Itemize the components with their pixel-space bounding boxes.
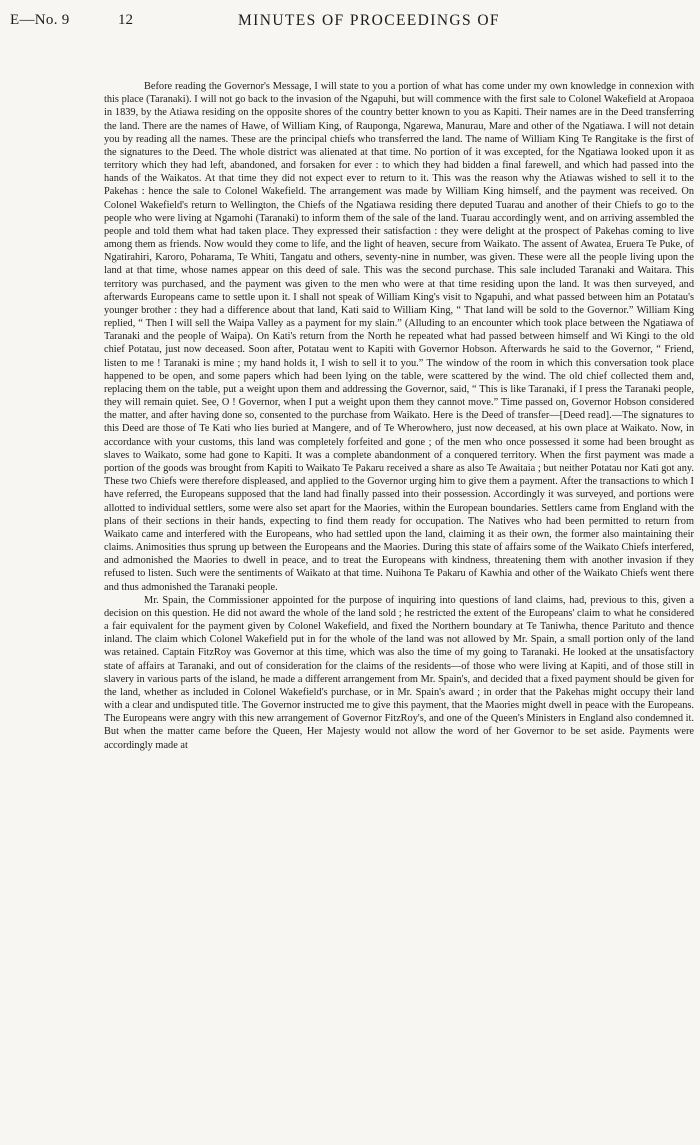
page-number: 12 (118, 12, 133, 28)
paragraph: Mr. Spain, the Commissioner appointed for the purpose of inquiring into questions of land claims, had, previous to this, given a decision on this question. He did not award the whole of the land sold ; he restricted the extent of the Europeans' claim to what he considered a fair equivalent for the payment given by Colonel Wakefield, and fixed the Northern boundary at Te Taniwha, thence Parituto and thence inland. The claim which Colonel Wakefield put in for the whole of the land was not allowed by Mr. Spain, a small portion only of the land was retained. Captain FitzRoy was Governor at this time, which was also the time of my going to Taranaki. He looked at the unsatisfactory state of affairs at Taranaki, and out of consideration for the claims of the residents—of those who were living at Kapiti, and of those still in slavery in various parts of the island, he made a different arrangement from Mr. Spain's, and decided that a fixed payment should be given for the land, whether as included in Colonel Wakefield's purchase, or in Mr. Spain's award ; in order that the Pakehas might occupy their land with a clear and undisputed title. The Governor instructed me to give this payment, that the Maories might dwell in peace with the Europeans. The Europeans were angry with this new arrangement of Governor FitzRoy's, and one of the Queen's Ministers in England also condemned it. But when the matter came before the Queen, Her Majesty would not allow the word of her Governor to be set aside. Payments were accordingly made at (104, 594, 694, 751)
document-reference: E—No. 9 (10, 12, 70, 28)
running-title: MINUTES OF PROCEEDINGS OF (238, 12, 500, 29)
body-text (104, 80, 694, 752)
paragraph: Before reading the Governor's Message, I will state to you a portion of what has come under my own knowledge in connexion with this place (Taranaki). I will not go back to the invasion of the Ngapuhi, but will commence with the first sale to Colonel Wakefield at Aropaoa in 1839, by the Atiawa residing on the opposite shores of the country better known to you as Kapiti. Their names are in the Deed transferring the land. There are the names of Hawe, of William King, of Rauponga, Ngarewa, Manurau, Mare and other of the Ngatiawa. I will not detain you by reading all the names. These are the principal chiefs who transferred the land. The name of William King Te Rangitake is the first of the signatures to the Deed. The whole district was alienated at that time. No portion of it was excepted, for the Ngatiawa looked upon it as territory which they had left, abandoned, and forsaken for ever : to which they had bidden a final farewell, and which had passed into the hands of the Waikatos. At that time they did not expect ever to return to it. This was the reason why the Atiawas wished to sell it to the Pakehas : hence the sale to Colonel Wakefield. The arrangement was made by William King himself, and the payment was received. On Colonel Wakefield's return to Wellington, the Chiefs of the Ngatiawa residing there deputed Tuarau and another of their Chiefs to go to the people who were living at Ngamohi (Taranaki) to inform them of the sale of the land. Tuarau accordingly went, and on arriving assembled the people and told them what had taken place. They expressed their satisfaction : they were delight at the prospect of Pakehas coming to live among them as friends. Now would they come to life, and the light of heaven, secure from Waikato. The assent of Awatea, Eruera Te Puke, of Ngatirahiri, Karoro, Poharama, Te Whiti, Tangatu and others, seventy-nine in number, was given. These were all the people living upon the land at that time, whose names appear on this deed of sale. This was the second purchase. This sale included Taranaki and Waitara. This territory was purchased, and the payment was given to the men who were at that time residing upon the land. It was then surveyed, and afterwards Europeans came to settle upon it. I shall not speak of William King's visit to Ngapuhi, and what passed between him an Potatau's younger brother : they had a difference about that land, Kati said to William King, “ That land will be sold to the Governor.” William King replied, “ Then I will sell the Waipa Valley as a payment for my slain.” (Alluding to an encounter which took place between the Ngatiawa of Taranaki and the people of Waipa). On Kati's return from the North he repeated what had passed between himself and Wi Kingi to the old chief Potatau, just now deceased. Soon after, Potatau went to Kapiti with Governor Hobson. Afterwards he said to the Governor, “ Friend, listen to me ! Taranaki is mine ; my hand holds it, I wish to sell it to you.” The window of the room in which this conversation took place happened to be open, and some papers which had been lying on the table, were scattered by the wind. The old chief collected them and, replacing them on the table, put a weight upon them and addressing the Governor, said, “ This is like Taranaki, if I press the Taranaki people, they will remain quiet. See, O ! Governor, when I put a weight upon them they cannot move.” Time passed on, Governor Hobson considered the matter, and after having done so, consented to the purchase from Waikato. Here is the Deed of transfer—[Deed read].—The signatures to this Deed are those of Te Kati who lies buried at Mangere, and of Te Wherowhero, just now deceased, at his own place at Waikato. Now, in accordance with your customs, this land was completely forfeited and gone ; of the men who once possessed it some had been brought as slaves to Waikato, some had gone to Kapiti. It was a complete abandonment of a conquered territory. When the first payment was made a portion of the goods was brought from Kapiti to Waikato Te Pakaru received a share as also Te Awaitaia ; but neither Potatau nor Kati got any. These two Chiefs were therefore displeased, and applied to the Governor urging him to give them a payment. After the transactions to which I have referred, the Europeans supposed that the land had finally passed into their possession. Accordingly it was surveyed, and portions were allotted to individual settlers, some were also set apart for the Maories, within the European boundaries. Settlers came from England with the plans of their sections in their hands, expecting to find them ready for occupation. The Natives who had been permitted to return from Waikato came and interfered with the Europeans, who had settled upon the land, claiming it as their own, the former also maintaining their claims. Animosities thus sprung up between the Europeans and the Maories. During this state of affairs some of the Waikato Chiefs interfered, and admonished the Maories to dwell in peace, and to treat the Europeans with kindness, threatening them with another invasion if they refused to listen. Such were the sentiments of Waikato at that time. Nuihona Te Pakaru of Kawhia and other of the Waikato Chiefs went there and thus admonished the Taranaki people. (104, 81, 694, 593)
page-header (10, 12, 690, 36)
